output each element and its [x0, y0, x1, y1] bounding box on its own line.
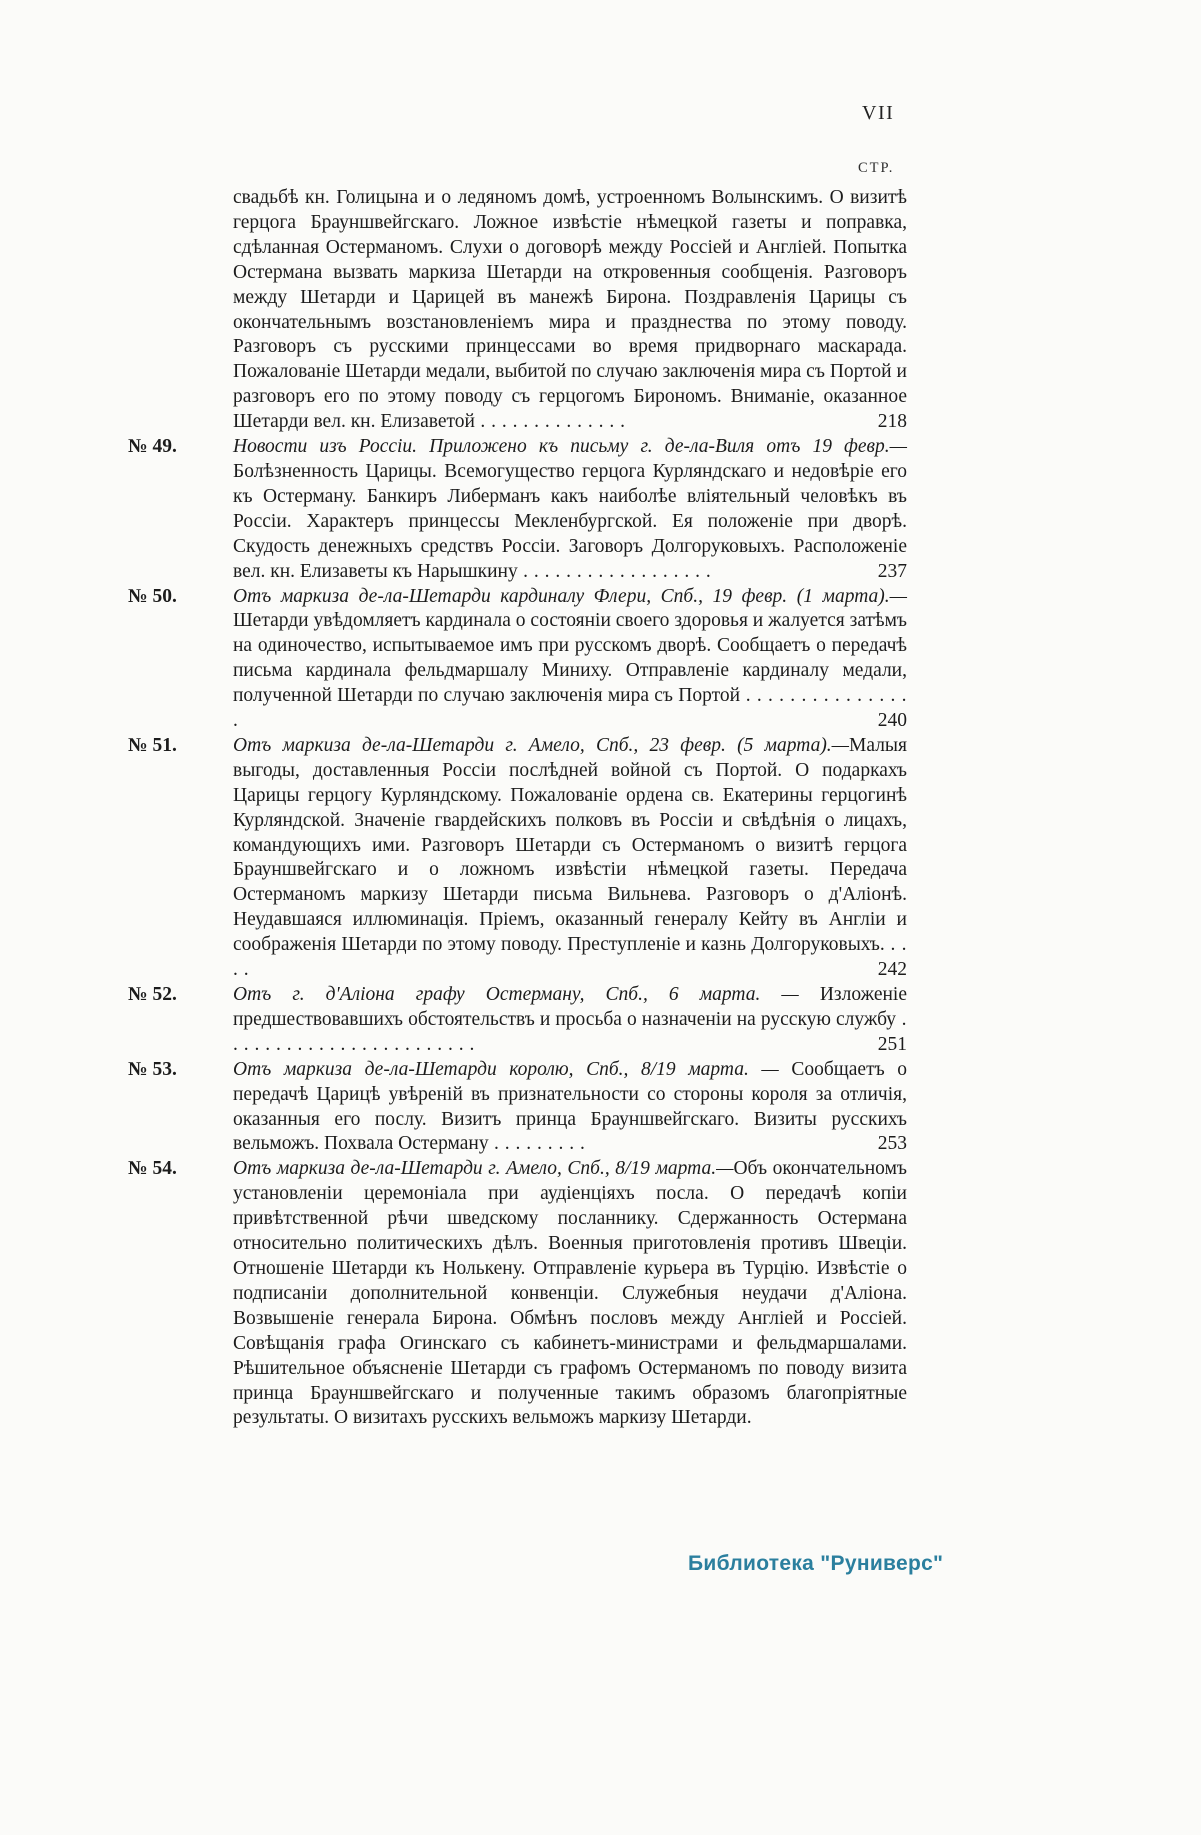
entry-number: № 52.: [128, 984, 177, 1005]
entry-title: Отъ маркиза де-ла-Шетарди королю, Спб., 8/19 марта. —: [233, 1058, 792, 1080]
entry-number: № 54.: [128, 1158, 177, 1180]
dot-leader: . . . . . . . . . . . . . . . .: [233, 685, 907, 732]
entry-summary: Сообщаетъ о передачѣ Царицѣ увѣреній въ признательности со стороны короля за отличія, оказанныя его послу. Визитъ принца Брауншвейгскаго. Визиты русскихъ вельможъ. Похвала Остерману: [233, 1058, 907, 1155]
entry-summary: Малыя выгоды, доставленныя Россіи послѣдней войной съ Портой. О подаркахъ Царицы герцогу Курляндскому. Пожалованіе ордена св. Екатерины герцогинѣ Курляндской. Значеніе гвардейскихъ полковъ въ Россіи и свѣдѣнія о лицахъ, командующихъ ими. Разговоръ Шетарди съ Остерманомъ о визитѣ герцога Брауншвейгскаго и о ложномъ извѣстіи нѣмецкой газеты. Передача Остерманомъ маркизу Шетарди письма Вильнева. Разговоръ о д'Аліонѣ. Неудавшаяся иллюминація. Пріемъ, оказанный генералу Кейту въ Англіи и соображенія Шетарди по этому поводу. Преступленіе и казнь Долгоруковыхъ.: [233, 734, 907, 956]
entry-summary: свадьбѣ кн. Голицына и о ледяномъ домѣ, устроенномъ Волынскимъ. О визитѣ герцога Брауншвейгскаго. Ложное извѣстіе нѣмецкой газеты и поправка, сдѣланная Остерманомъ. Слухи о договорѣ между Россіей и Англіей. Попытка Остермана вызвать маркиза Шетарди на откровенныя сообщенія. Разговоръ между Шетарди и Царицей въ манежѣ Бирона. Поздравленія Царицы съ окончательнымъ возстановленіемъ мира и празднества по этому поводу. Разговоръ съ русскими принцессами во время придворнаго маскарада. Пожалованіе Шетарди медали, выбитой по случаю заключенія мира съ Портой и разговоръ его по этому поводу съ герцогомъ Бирономъ. Вниманіе, оказанное Шетарди вел. кн. Елизаветой: [233, 187, 907, 433]
dot-leader: . . . . . . . . . . . . . . . . . . . . . . . .: [233, 1008, 907, 1055]
entry-title: Отъ г. д'Аліона графу Остерману, Спб., 6 марта. —: [233, 984, 820, 1005]
entry-page-number: 218: [868, 410, 907, 435]
entry-summary: Объ окончательномъ установленіи церемоніала при аудіенціяхъ посла. О передачѣ копіи привѣтственной рѣчи шведскому посланнику. Сдержанность Остермана относительно политическихъ дѣлъ. Военныя приготовленія противъ Швеціи. Отношеніе Шетарди къ Нолькену. Отправленіе курьера въ Турцію. Извѣстіе о подписаніи дополнительной конвенціи. Служебныя неудачи д'Аліона. Возвышеніе генерала Бирона. Обмѣнъ пословъ между Англіей и Россіей. Совѣщанія графа Огинскаго съ кабинетъ-министрами и фельдмаршалами. Рѣшительное объясненіе Шетарди съ графомъ Остерманомъ по поводу визита принца Брауншвейгскаго и полученные такимъ образомъ благопріятные результаты. О визитахъ русскихъ вельможъ маркизу Шетарди.: [233, 1158, 907, 1429]
entry-summary: Изложеніе предшествовавшихъ обстоятельствъ и просьба о назначеніи на русскую службу: [233, 984, 907, 1030]
toc-entry: [128, 734, 907, 983]
entry-title: Отъ маркиза де-ла-Шетарди г. Амело, Спб., 8/19 марта.—: [233, 1158, 734, 1180]
page-folio: VII: [862, 102, 895, 124]
entry-title: Отъ маркиза де-ла-Шетарди кардиналу Флери, Спб., 19 февр. (1 марта).—: [233, 585, 907, 607]
watermark: Библиотека "Руниверс": [688, 1552, 944, 1575]
dot-leader: . . . . . . . . . . . . . . . . . .: [517, 560, 712, 582]
entry-page-number: 237: [868, 560, 907, 585]
toc-entry: [128, 186, 907, 435]
entry-title: Новости изъ Россіи. Приложено къ письму г. де-ла-Виля отъ 19 февр.—: [233, 436, 907, 458]
entry-page-number: 242: [868, 958, 907, 983]
dot-leader: . . . .: [233, 934, 907, 981]
dot-leader: . . . . . . . . . . . . . .: [475, 411, 626, 433]
toc-list: [128, 186, 907, 1431]
toc-entry: [128, 1157, 907, 1431]
page-column-header: СТР.: [858, 160, 895, 176]
toc-entry: [128, 1058, 907, 1158]
entry-title: Отъ маркиза де-ла-Шетарди г. Амело, Спб., 23 февр. (5 марта).—: [233, 734, 850, 756]
entry-number: № 49.: [128, 436, 177, 458]
entry-summary: Болѣзненность Царицы. Всемогущество герцога Курляндскаго и недовѣріе его къ Остерману. Банкиръ Либерманъ какъ наиболѣе вліятельный человѣкъ въ Россіи. Характеръ принцессы Мекленбургской. Ея положеніе при дворѣ. Скудость денежныхъ средствъ Россіи. Заговоръ Долгоруковыхъ. Расположеніе вел. кн. Елизаветы къ Нарышкину: [233, 460, 907, 582]
entry-number: № 53.: [128, 1058, 177, 1080]
entry-summary: Шетарди увѣдомляетъ кардинала о состояніи своего здоровья и жалуется затѣмъ на одиночество, испытываемое имъ при русскомъ дворѣ. Сообщаетъ о передачѣ письма кардинала фельдмаршалу Миниху. Отправленіе кардиналу медали, полученной Шетарди по случаю заключенія мира съ Портой: [233, 610, 907, 707]
dot-leader: . . . . . . . . .: [488, 1133, 586, 1155]
toc-entry: [128, 983, 907, 1058]
entry-page-number: 240: [868, 709, 907, 734]
toc-entry: [128, 585, 907, 734]
entry-number: № 50.: [128, 585, 177, 607]
entry-page-number: 251: [868, 1033, 907, 1058]
entry-page-number: 253: [868, 1132, 907, 1157]
toc-entry: [128, 435, 907, 584]
entry-number: № 51.: [128, 734, 177, 756]
